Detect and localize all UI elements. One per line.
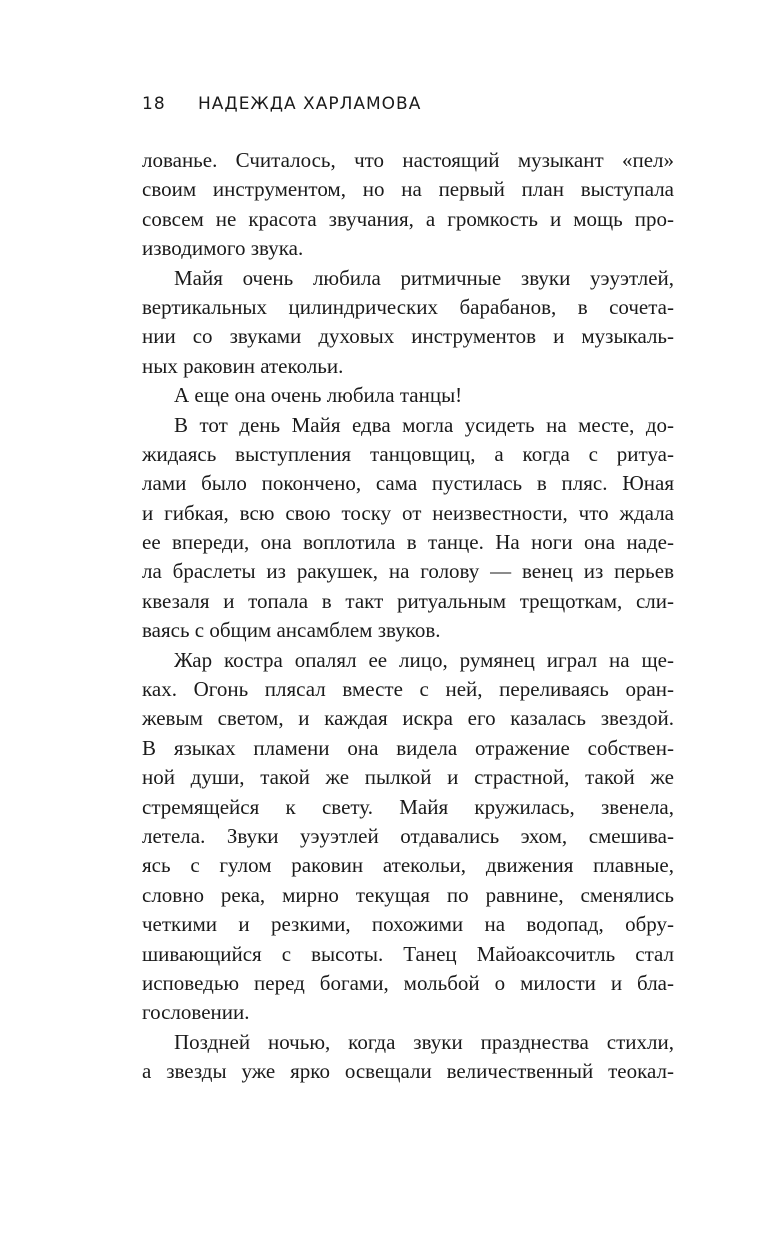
text-line: лованье. Считалось, что настоящий музыкант «пел» (142, 148, 674, 172)
text-line: исповедью перед богами, мольбой о милости и бла- (142, 970, 674, 995)
running-head (142, 94, 421, 114)
text-line: ясь с гулом раковин атекольи, движения плавные, (142, 853, 674, 878)
text-line: жевым светом, и каждая искра его казалась звездой. (142, 706, 674, 731)
paragraph (142, 381, 674, 410)
text-line: Майя очень любила ритмичные звуки уэуэтлей, (174, 265, 674, 290)
page-number: 18 (142, 94, 166, 114)
text-line: словно река, мирно текущая по равнине, сменялись (142, 882, 674, 907)
text-line: ных раковин атекольи. (142, 353, 344, 378)
text-line: своим инструментом, но на первый план выступала (142, 177, 674, 202)
text-line: В тот день Майя едва могла усидеть на месте, до- (174, 412, 674, 437)
text-line: ла браслеты из ракушек, на голову — венец из перьев (142, 559, 674, 584)
text-line: ее впереди, она воплотила в танце. На ноги она наде- (142, 530, 674, 555)
text-line: вертикальных цилиндрических барабанов, в сочета- (142, 294, 674, 319)
text-line: А еще она очень любила танцы! (174, 383, 463, 408)
text-line: квезаля и топала в такт ритуальным трещоткам, сли- (142, 588, 674, 613)
text-line: жидаясь выступления танцовщиц, а когда с ритуа- (142, 441, 674, 466)
text-line: В языках пламени она видела отражение собствен- (142, 735, 674, 760)
text-line: Жар костра опалял ее лицо, румянец играл на ще- (174, 647, 674, 672)
text-line: ваясь с общим ансамблем звуков. (142, 618, 441, 643)
paragraph (142, 646, 674, 1028)
text-line: гословении. (142, 1000, 250, 1025)
text-line: летела. Звуки уэуэтлей отдавались эхом, смешива- (142, 823, 674, 848)
text-line: изводимого звука. (142, 236, 304, 261)
text-line: ках. Огонь плясал вместе с ней, переливаясь оран- (142, 677, 674, 702)
paragraph (142, 146, 674, 264)
paragraph (142, 1028, 674, 1087)
paragraph (142, 264, 674, 382)
text-line: а звезды уже ярко освещали величественный теокал- (142, 1059, 674, 1084)
author-name: НАДЕЖДА ХАРЛАМОВА (198, 94, 422, 114)
text-line: Поздней ночью, когда звуки празднества стихли, (174, 1029, 674, 1054)
text-line: нии со звуками духовых инструментов и музыкаль- (142, 324, 674, 349)
text-line: шивающийся с высоты. Танец Майоаксочитль стал (142, 941, 674, 966)
text-line: стремящейся к свету. Майя кружилась, звенела, (142, 794, 674, 819)
text-line: совсем не красота звучания, а громкость и мощь про- (142, 206, 674, 231)
body-text (142, 146, 674, 1087)
text-line: ной души, такой же пылкой и страстной, такой же (142, 765, 674, 790)
text-line: и гибкая, всю свою тоску от неизвестности, что ждала (142, 500, 674, 525)
text-line: четкими и резкими, похожими на водопад, обру- (142, 912, 674, 937)
text-line: лами было покончено, сама пустилась в пляс. Юная (142, 471, 674, 496)
paragraph (142, 411, 674, 646)
